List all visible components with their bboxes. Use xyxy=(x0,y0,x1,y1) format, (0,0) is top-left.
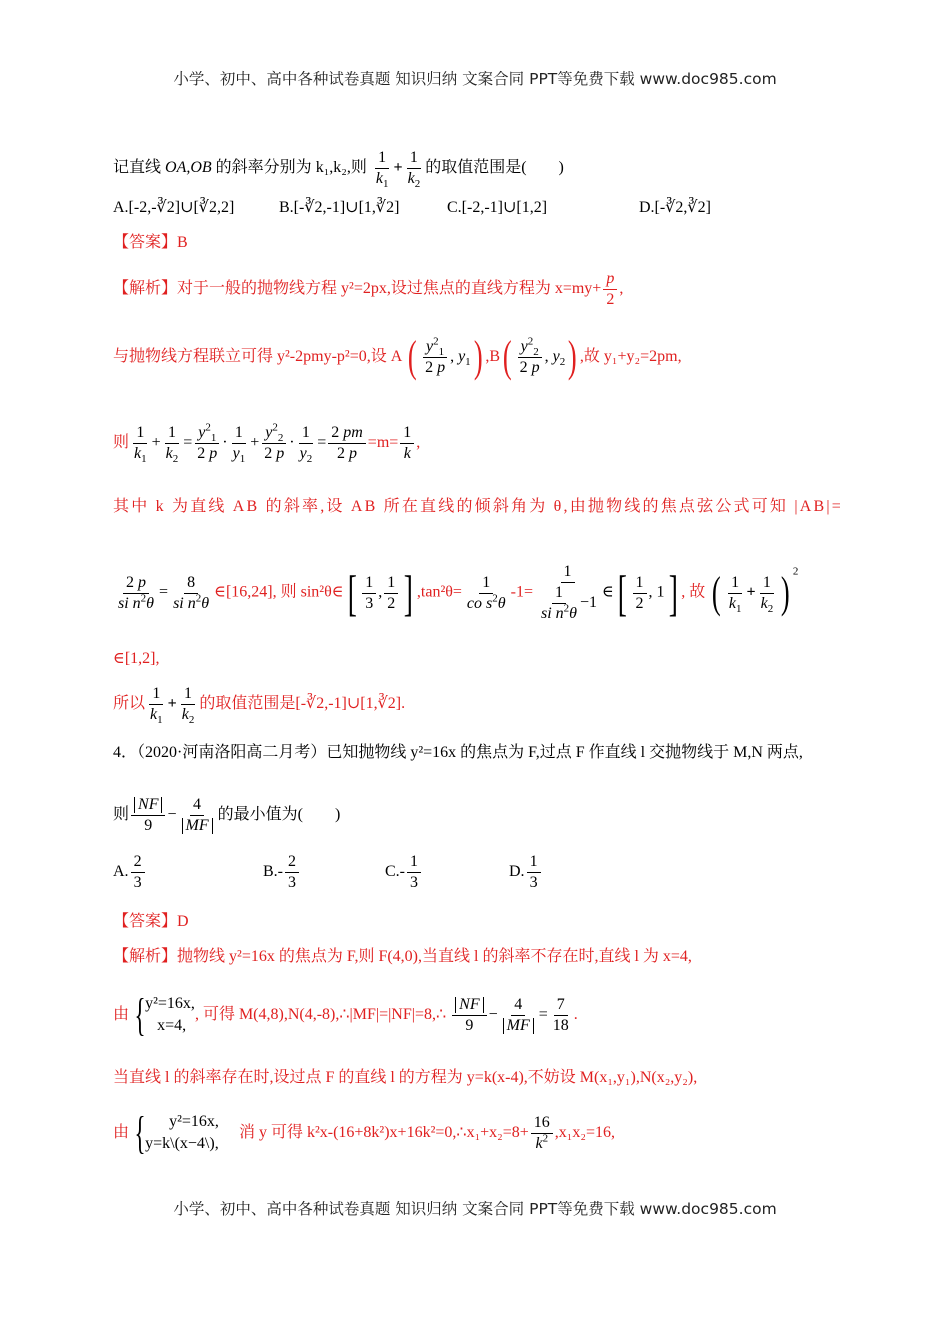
paren-right: ) xyxy=(473,332,483,382)
q3-sol5: $\frac{2 p}{si n^2\theta}$ = $\frac{8}{si n^2\theta}$ ∈[16,24], 则 sin²θ∈[ $\frac{1}{3}$ , $\frac{1}{2}$ ] ,tan²θ= $\frac{1}{co s^2\theta}$ -1= 1 $\frac{1}{si n^2\theta}$ −1 ∈[ $\frac{1}{2}$ , 1] , 故 ( $\frac{1}{k_1}$ + $\frac{1}{k_2}$ ) $^2$ xyxy=(118,563,799,622)
q3-sol7: 所以 $\frac{1}{k_1}$ + $\frac{1}{k_2}$ 的取值范围是[-∛2,-1]∪[1,∛2]. xyxy=(113,684,406,727)
stem-then: ,则 xyxy=(346,159,367,176)
sol2-text: 与抛物线方程联立可得 y²-2pmy-p²=0,设 A xyxy=(113,348,402,365)
q4-sol2: 由 { y²=16x, x=4, , 可得 M(4,8),N(4,-8),∴|MF|=|NF|=8,∴ $\frac{NF}{9}$ − $\frac{4}{MF}$ = $\frac{7}{18}$ . xyxy=(113,989,578,1041)
stem-text: 记直线 xyxy=(113,159,166,176)
stem2-pre: 则 xyxy=(113,806,130,823)
frac-4-mf: $\frac{4}{MF}$ xyxy=(179,795,216,836)
frac-y2sq-2p: $\frac{y^2_2}{2 p}$ xyxy=(517,337,543,378)
stem-text2: 的斜率分别为 xyxy=(211,159,316,176)
sol5-range: ∈[16,24], 则 sin²θ∈ xyxy=(214,583,344,601)
option-d: D.[-∛2,∛2] xyxy=(639,199,711,216)
sol2-post: ,故 y₁+y₂=2pm, xyxy=(579,348,682,365)
q3-sol6: ∈[1,2], xyxy=(113,650,160,667)
q3-sol1: 【解析】对于一般的抛物线方程 y²=2px,设过焦点的直线方程为 x=my+ $\frac{p}{2}$ , xyxy=(113,269,624,308)
q4-stem: 4．（2020·河南洛阳高二月考）已知抛物线 y²=16x 的焦点为 F,过点 F 作直线 l 交抛物线于 M,N 两点, xyxy=(113,744,803,761)
q3-answer: 【答案】B xyxy=(113,234,188,251)
q4-sol4-post: ,x₁x₂=16, xyxy=(554,1124,615,1141)
stem-post: 的取值范围是( ) xyxy=(425,159,564,176)
q3-sol3: 则 $\frac{1}{k_1}$ + $\frac{1}{k_2}$ = $\frac{y^2_1}{2 p}$ · $\frac{1}{y_1}$ + $\frac{y^2_2}{2 p}$ · $\frac{1}{y_2}$ = $\frac{2 pm}{2 p}$ =m= $\frac{1}{k}$ , xyxy=(113,421,421,466)
q4-sol1-text: 抛物线 y²=16x 的焦点为 F,则 F(4,0),当直线 l 的斜率不存在时,直线 l 为 x=4, xyxy=(177,948,692,965)
sol3-eq: =m= xyxy=(367,434,399,451)
q4-sol2-pre: 由 xyxy=(113,1006,130,1023)
sol5-in: ∈ xyxy=(602,583,614,601)
sol1-text: 对于一般的抛物线方程 y²=2px,设过焦点的直线方程为 x=my+ xyxy=(177,280,602,297)
q4-option-b: B.- $\frac{2}{3}$ xyxy=(263,850,301,894)
frac-nf-9: $\frac{NF}{9}$ xyxy=(131,795,165,836)
q3-sol4: 其中 k 为直线 AB 的斜率,设 AB 所在直线的倾斜角为 θ,由抛物线的焦点弦公式可知 |AB|= xyxy=(113,498,843,515)
system-1: y²=16x, x=4, xyxy=(145,995,195,1035)
q4-sol2-mid: , 可得 M(4,8),N(4,-8),∴|MF|=|NF|=8,∴ xyxy=(194,1006,447,1023)
sol-tag: 【解析】 xyxy=(113,280,178,297)
frac-1-k2: $\frac{1}{k_2}$ xyxy=(407,148,421,191)
sol5-gu: , 故 xyxy=(681,583,706,601)
q4-sol1 xyxy=(113,947,850,967)
q3-sol2: 与抛物线方程联立可得 y²-2pmy-p²=0,设 A ( $\frac{y^2_1}{2 p}$ , $y_1$) ,B( $\frac{y^2_2}{2 p}$ , $y_2$) ,故 y₁+y₂=2pm, xyxy=(113,332,682,382)
sol2-b: ,B xyxy=(485,348,500,365)
q4-option-d: D. $\frac{1}{3}$ xyxy=(509,850,543,894)
system-2: y²=16x, y=k\(x−4\), xyxy=(145,1113,219,1153)
option-b: B.[-∛2,-1]∪[1,∛2] xyxy=(279,199,400,216)
q4-stem2: 则 $\frac{NF}{9}$ − $\frac{4}{MF}$ 的最小值为( ) xyxy=(113,795,341,834)
stem-k: k₁,k₂ xyxy=(315,159,347,176)
q4-option-a: A. $\frac{2}{3}$ xyxy=(113,850,147,894)
paren-left2: ( xyxy=(502,332,512,382)
q4-sol3: 当直线 l 的斜率存在时,设过点 F 的直线 l 的方程为 y=k(x-4),不妨设 M(x₁,y₁),N(x₂,y₂), xyxy=(113,1069,698,1086)
stem-lines: OA,OB xyxy=(165,159,212,176)
paren-right2: ) xyxy=(568,332,577,382)
stem2-post: 的最小值为( ) xyxy=(217,806,341,823)
frac-nested: 1 $\frac{1}{si n^2\theta}$ −1 xyxy=(540,563,598,622)
sol5-tan: ,tan²θ= xyxy=(416,583,462,601)
page-header: 小学、初中、高中各种试卷真题 知识归纳 文案合同 PPT等免费下载 www.doc985.com xyxy=(173,70,777,88)
sol7-post: 的取值范围是[-∛2,-1]∪[1,∛2]. xyxy=(199,695,406,712)
option-c: C.[-2,-1]∪[1,2] xyxy=(447,199,548,216)
q4-sol4-pre: 由 xyxy=(113,1124,130,1141)
q4-sol4-mid: 消 y 可得 k²x-(16+8k²)x+16k²=0,∴x₁+x₂=8+ xyxy=(238,1124,529,1141)
q4-sol4: 由 { y²=16x, y=k\(x−4\), 消 y 可得 k²x-(16+8k²)x+16k²=0,∴x₁+x₂=8+ $\frac{16}{k^2}$ ,x₁x₂=16, xyxy=(113,1107,615,1159)
frac-p-2: $\frac{p}{2}$ xyxy=(603,269,617,310)
frac-y1sq-2p: $\frac{y^2_1}{2 p}$ xyxy=(422,337,448,378)
sol3-pre: 则 xyxy=(113,434,130,451)
frac-1-k1: $\frac{1}{k_1}$ xyxy=(375,148,389,191)
q4-answer: 【答案】D xyxy=(113,913,189,930)
q4-option-c: C.- $\frac{1}{3}$ xyxy=(385,850,423,894)
option-a: A.[-2,-∛2]∪[∛2,2] xyxy=(113,199,235,216)
q4-sol-tag: 【解析】 xyxy=(113,948,178,965)
sol7-pre: 所以 xyxy=(113,695,146,712)
paren-left: ( xyxy=(408,332,418,382)
page-footer: 小学、初中、高中各种试卷真题 知识归纳 文案合同 PPT等免费下载 www.doc985.com xyxy=(173,1200,777,1218)
q3-stem: 记直线 OA,OB 的斜率分别为 k₁,k₂,则 $\frac{1}{k_1}$ + $\frac{1}{k_2}$ 的取值范围是( ) xyxy=(113,148,564,191)
sol5-minus: -1= xyxy=(510,583,533,601)
